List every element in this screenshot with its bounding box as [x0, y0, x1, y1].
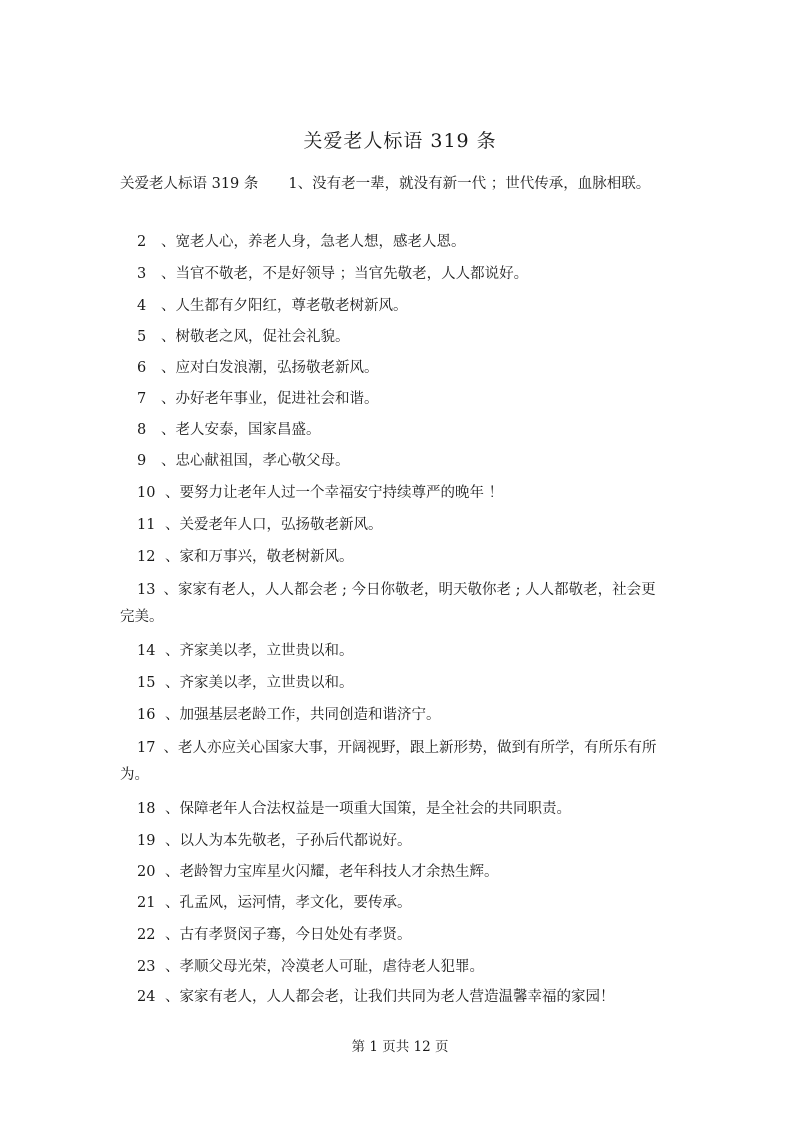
item-text: 、当官不敬老，不是好领导 ；当官先敬老，人人都说好。 [161, 266, 529, 282]
item-number: 6 [137, 360, 147, 376]
item-text: 、宽老人心，养老人身，急老人想，感老人恩。 [161, 234, 466, 250]
list-item [137, 230, 466, 251]
intro-text: 1、没有老一辈，就没有新一代 ；世代传承，血脉相联。 [288, 176, 651, 192]
item-text: 、保障老年人合法权益是一项重大国策，是全社会的共同职责。 [165, 801, 571, 817]
list-item [137, 325, 350, 346]
item-text: 、要努力让老年人过一个幸福安宁持续尊严的晚年 ！ [165, 485, 504, 501]
list-item [137, 829, 412, 850]
item-text: 、关爱老年人口，弘扬敬老新风。 [165, 517, 383, 533]
list-item [137, 449, 350, 470]
item-number: 16 [137, 707, 156, 723]
item-number: 20 [137, 864, 156, 880]
list-item [137, 513, 383, 534]
list-item [137, 923, 412, 944]
item-text: 、人生都有夕阳红，尊老敬老树新风。 [161, 298, 408, 314]
page-footer: 第 1 页共 12 页 [351, 1039, 449, 1055]
list-item [137, 481, 503, 502]
item-text: 、古有孝贤闵子骞，今日处处有孝贤。 [165, 927, 412, 943]
list-item [137, 356, 379, 377]
item-number: 22 [137, 927, 156, 943]
item-number: 15 [137, 675, 156, 691]
item-text: 、家家有老人，人人都会老 ; 今日你敬老，明天敬你老 ; 人人都敬老，社会更完美。 [120, 582, 656, 625]
item-number: 5 [137, 329, 147, 345]
list-item [137, 545, 354, 566]
list-item [137, 262, 528, 283]
list-item [120, 735, 660, 789]
list-item [137, 703, 441, 724]
item-number: 4 [137, 298, 147, 314]
intro-paragraph [120, 166, 660, 202]
list-item [137, 985, 615, 1006]
item-number: 10 [137, 485, 156, 501]
list-item [137, 797, 571, 818]
item-text: 、家家有老人，人人都会老，让我们共同为老人营造温馨幸福的家园！ [165, 989, 615, 1005]
list-item [137, 671, 354, 692]
item-number: 23 [137, 959, 156, 975]
item-text: 、以人为本先敬老，子孙后代都说好。 [165, 833, 412, 849]
item-text: 、齐家美以孝，立世贵以和。 [165, 675, 354, 691]
list-item [137, 955, 484, 976]
item-number: 19 [137, 833, 156, 849]
list-item [137, 387, 379, 408]
item-text: 、树敬老之风，促社会礼貌。 [161, 329, 350, 345]
item-text: 、家和万事兴，敬老树新风。 [165, 549, 354, 565]
item-text: 、加强基层老龄工作，共同创造和谐济宁。 [165, 707, 441, 723]
item-text: 、忠心献祖国，孝心敬父母。 [161, 453, 350, 469]
item-text: 、老龄智力宝库星火闪耀，老年科技人才余热生辉。 [165, 864, 499, 880]
item-number: 11 [137, 517, 156, 533]
item-text: 、老人安泰，国家昌盛。 [161, 422, 321, 438]
item-number: 12 [137, 549, 156, 565]
intro-lead: 关爱老人标语 319 条 [120, 176, 259, 192]
item-text: 、齐家美以孝，立世贵以和。 [165, 643, 354, 659]
list-item [137, 860, 499, 881]
list-item [137, 639, 354, 660]
item-number: 14 [137, 643, 156, 659]
item-number: 8 [137, 422, 147, 438]
item-text: 、办好老年事业，促进社会和谐。 [161, 391, 379, 407]
item-number: 18 [137, 801, 156, 817]
list-item [120, 577, 660, 631]
item-number: 2 [137, 234, 147, 250]
item-number: 21 [137, 895, 156, 911]
list-item [137, 294, 408, 315]
item-number: 7 [137, 391, 147, 407]
item-text: 、孔孟风，运河情，孝文化，要传承。 [165, 895, 412, 911]
item-number: 17 [137, 740, 156, 756]
list-item [137, 418, 321, 439]
item-number: 3 [137, 266, 147, 282]
item-number: 9 [137, 453, 147, 469]
item-text: 、孝顺父母光荣，冷漠老人可耻，虐待老人犯罪。 [165, 959, 484, 975]
item-number: 24 [137, 989, 156, 1005]
item-text: 、老人亦应关心国家大事，开阔视野，跟上新形势，做到有所学，有所乐有所为。 [120, 740, 657, 783]
page-title: 关爱老人标语 319 条 [303, 130, 497, 152]
list-item [137, 891, 412, 912]
item-text: 、应对白发浪潮，弘扬敬老新风。 [161, 360, 379, 376]
item-number: 13 [137, 582, 156, 598]
